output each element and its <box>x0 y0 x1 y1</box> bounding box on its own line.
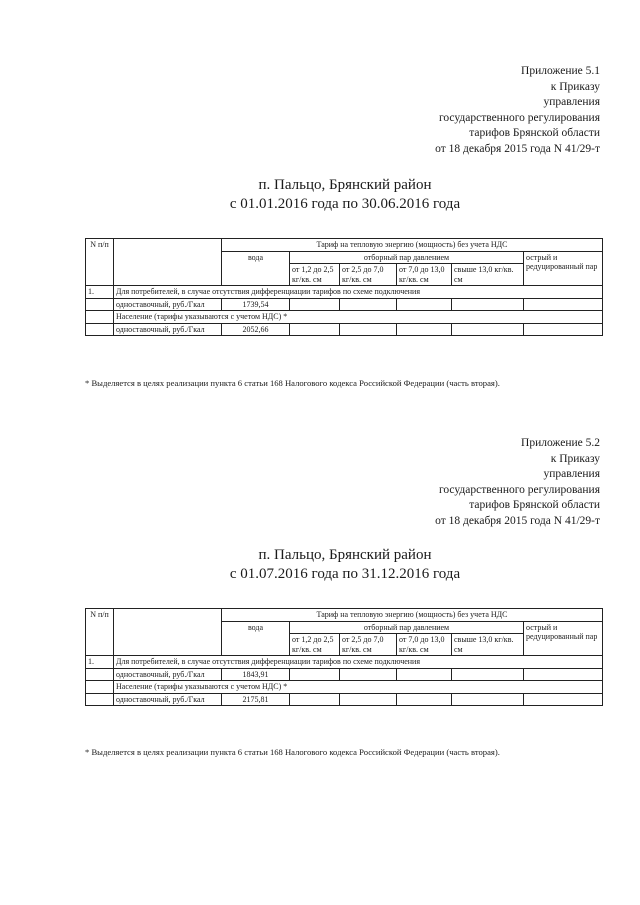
row-category: Для потребителей, в случае отсутствия дифференциации тарифов по схеме подключения <box>114 656 603 669</box>
table-row <box>86 693 603 706</box>
header-tariff: Тариф на тепловую энергию (мощность) без учета НДС <box>222 609 603 622</box>
appendix-header <box>435 64 600 157</box>
appendix-number: Приложение 5.1 <box>521 65 600 77</box>
table-row <box>86 323 603 336</box>
header-tariff: Тариф на тепловую энергию (мощность) без учета НДС <box>222 239 603 252</box>
header-steam: отборный пар давлением <box>290 251 524 264</box>
row-water-value: 2052,66 <box>222 323 290 336</box>
row-number-empty <box>86 298 114 311</box>
row-cell-empty <box>340 668 397 681</box>
row-rate-label: одноставочный, руб./Гкал <box>114 323 222 336</box>
row-rate-label: одноставочный, руб./Гкал <box>114 298 222 311</box>
table-row <box>86 286 603 299</box>
header-pressure-4: свыше 13,0 кг/кв. см <box>452 634 524 656</box>
header-pressure-4: свыше 13,0 кг/кв. см <box>452 264 524 286</box>
row-cell-empty <box>290 693 340 706</box>
row-cell-empty <box>524 668 603 681</box>
table-row <box>86 311 603 324</box>
appendix-line: государственного регулирования <box>438 483 600 496</box>
header-sharp-steam: острый и редуцированный пар <box>524 251 603 286</box>
header-number: N п/п <box>86 609 114 656</box>
appendix-line: государственного регулирования <box>438 111 600 124</box>
document-title <box>0 546 640 584</box>
header-pressure-2: от 2,5 до 7,0 кг/кв. см <box>340 264 397 286</box>
locality-title: п. Пальцо, Брянский район <box>258 547 432 563</box>
row-cell-empty <box>452 323 524 336</box>
header-pressure-1: от 1,2 до 2,5 кг/кв. см <box>290 634 340 656</box>
row-cell-empty <box>524 693 603 706</box>
header-water: вода <box>222 621 290 656</box>
footnote: * Выделяется в целях реализации пункта 6 статьи 168 Налогового кодекса Российской Федерации (часть вторая). <box>85 378 500 388</box>
row-number-empty <box>86 668 114 681</box>
header-sharp-steam: острый и редуцированный пар <box>524 621 603 656</box>
table-row <box>86 668 603 681</box>
table-header-row <box>86 239 603 252</box>
appendix-header <box>435 436 600 529</box>
row-cell-empty <box>397 298 452 311</box>
row-number: 1. <box>86 656 114 669</box>
row-cell-empty <box>397 668 452 681</box>
row-number-empty <box>86 323 114 336</box>
row-cell-empty <box>340 693 397 706</box>
row-cell-empty <box>524 323 603 336</box>
row-number-empty <box>86 681 114 694</box>
row-category: Население (тарифы указываются с учетом НДС) * <box>114 311 603 324</box>
table-row <box>86 298 603 311</box>
row-cell-empty <box>452 668 524 681</box>
row-number-empty <box>86 311 114 324</box>
header-steam: отборный пар давлением <box>290 621 524 634</box>
appendix-line: управления <box>543 468 600 480</box>
period-title: с 01.01.2016 года по 30.06.2016 года <box>229 196 461 212</box>
header-pressure-3: от 7,0 до 13,0 кг/кв. см <box>397 634 452 656</box>
locality-title: п. Пальцо, Брянский район <box>258 177 432 193</box>
header-pressure-2: от 2,5 до 7,0 кг/кв. см <box>340 634 397 656</box>
row-number-empty <box>86 693 114 706</box>
row-water-value: 2175,81 <box>222 693 290 706</box>
row-cell-empty <box>452 693 524 706</box>
row-cell-empty <box>524 298 603 311</box>
row-cell-empty <box>290 668 340 681</box>
tariff-table <box>85 238 603 336</box>
row-cell-empty <box>290 323 340 336</box>
row-water-value: 1739,54 <box>222 298 290 311</box>
row-water-value: 1843,91 <box>222 668 290 681</box>
appendix-line: к Приказу <box>550 452 600 465</box>
table-header-row <box>86 609 603 622</box>
appendix-line: к Приказу <box>550 80 600 93</box>
footnote: * Выделяется в целях реализации пункта 6 статьи 168 Налогового кодекса Российской Федерации (часть вторая). <box>85 747 500 757</box>
appendix-date: от 18 декабря 2015 года N 41/29-т <box>435 142 600 155</box>
appendix-date: от 18 декабря 2015 года N 41/29-т <box>435 514 600 527</box>
header-empty <box>114 609 222 656</box>
appendix-number: Приложение 5.2 <box>521 437 600 449</box>
row-category: Для потребителей, в случае отсутствия дифференциации тарифов по схеме подключения <box>114 286 603 299</box>
row-cell-empty <box>452 298 524 311</box>
row-number: 1. <box>86 286 114 299</box>
row-cell-empty <box>340 323 397 336</box>
appendix-line: тарифов Брянской области <box>469 127 600 139</box>
row-cell-empty <box>290 298 340 311</box>
document-title <box>0 176 640 214</box>
row-rate-label: одноставочный, руб./Гкал <box>114 693 222 706</box>
row-cell-empty <box>397 693 452 706</box>
header-empty <box>114 239 222 286</box>
row-category: Население (тарифы указываются с учетом НДС) * <box>114 681 603 694</box>
period-title: с 01.07.2016 года по 31.12.2016 года <box>229 566 461 582</box>
row-cell-empty <box>397 323 452 336</box>
row-cell-empty <box>340 298 397 311</box>
table-row <box>86 681 603 694</box>
tariff-table <box>85 608 603 706</box>
table-row <box>86 656 603 669</box>
header-pressure-1: от 1,2 до 2,5 кг/кв. см <box>290 264 340 286</box>
appendix-line: тарифов Брянской области <box>469 499 600 511</box>
header-water: вода <box>222 251 290 286</box>
header-pressure-3: от 7,0 до 13,0 кг/кв. см <box>397 264 452 286</box>
header-number: N п/п <box>86 239 114 286</box>
row-rate-label: одноставочный, руб./Гкал <box>114 668 222 681</box>
appendix-line: управления <box>543 96 600 108</box>
